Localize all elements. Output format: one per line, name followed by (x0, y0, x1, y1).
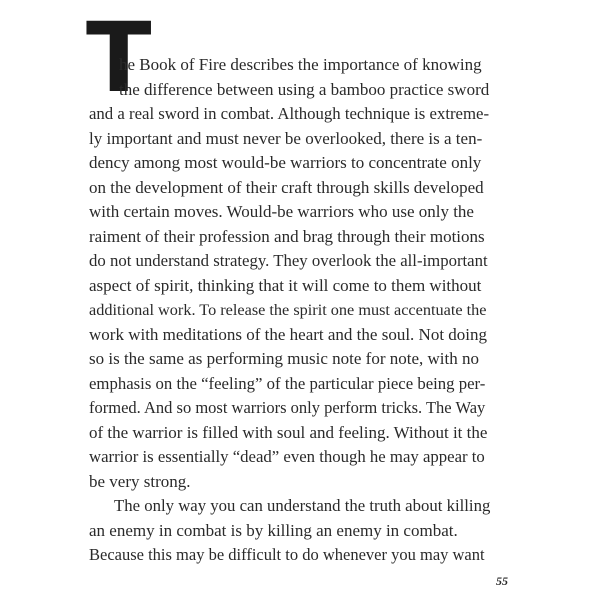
text-line: formed. And so most warriors only perform tricks. The Way (89, 398, 486, 417)
page-number: 55 (496, 574, 508, 588)
text-line: and a real sword in combat. Although technique is extreme- (89, 104, 490, 123)
text-line: emphasis on the “feeling” of the particular piece being per- (89, 374, 486, 393)
text-line: on the development of their craft through skills developed (89, 178, 484, 197)
text-line: dency among most would-be warriors to concentrate only (89, 153, 482, 172)
text-line: an enemy in combat is by killing an enemy in combat. (89, 521, 458, 540)
text-line: Because this may be difficult to do whenever you may want (89, 545, 485, 564)
text-line: work with meditations of the heart and the soul. Not doing (89, 325, 488, 344)
text-line: warrior is essentially “dead” even though he may appear to (89, 447, 485, 466)
text-line: aspect of spirit, thinking that it will come to them without (89, 276, 482, 295)
text-line: the difference between using a bamboo practice sword (119, 80, 490, 99)
text-line: so is the same as performing music note for note, with no (89, 349, 479, 368)
text-line: of the warrior is filled with soul and feeling. Without it the (89, 423, 488, 442)
text-line: ly important and must never be overlooked, there is a ten- (89, 129, 483, 148)
text-line: be very strong. (89, 472, 191, 491)
text-line: do not understand strategy. They overlook the all-important (89, 251, 488, 270)
text-line: raiment of their profession and brag through their motions (89, 227, 485, 246)
text-line: with certain moves. Would-be warriors who use only the (89, 202, 474, 221)
drop-cap: T (86, 2, 152, 114)
text-line: he Book of Fire describes the importance of knowing (119, 55, 482, 74)
text-line: additional work. To release the spirit one must accentuate the (89, 301, 487, 319)
text-line: The only way you can understand the truth about killing (114, 496, 491, 515)
